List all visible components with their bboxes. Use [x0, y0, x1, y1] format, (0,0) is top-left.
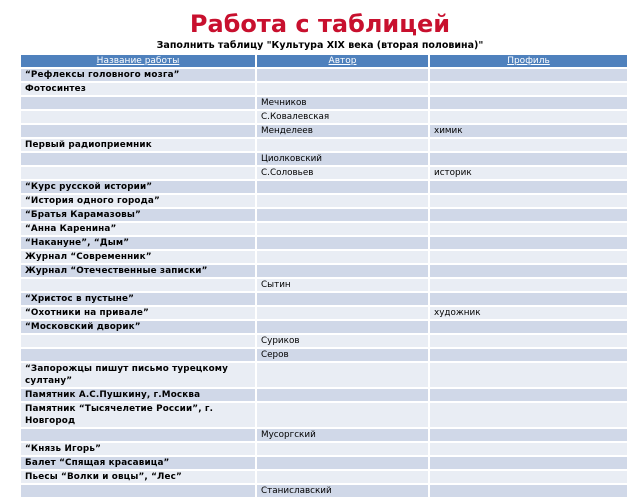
cell-work-title[interactable]: Балет “Спящая красавица”	[20, 456, 256, 470]
cell-work-title[interactable]	[20, 348, 256, 362]
cell-work-title[interactable]: “Князь Игорь”	[20, 442, 256, 456]
cell-author[interactable]	[256, 362, 429, 388]
cell-profile[interactable]	[429, 250, 628, 264]
cell-profile[interactable]: художник	[429, 306, 628, 320]
cell-profile[interactable]	[429, 68, 628, 82]
cell-profile[interactable]: химик	[429, 124, 628, 138]
table-body	[20, 68, 628, 498]
cell-author[interactable]	[256, 82, 429, 96]
table-row	[20, 470, 628, 484]
culture-table-container	[20, 54, 628, 498]
cell-profile[interactable]	[429, 96, 628, 110]
cell-profile[interactable]	[429, 428, 628, 442]
cell-author[interactable]: Мечников	[256, 96, 429, 110]
cell-author[interactable]	[256, 456, 429, 470]
cell-work-title[interactable]: “Московский дворик”	[20, 320, 256, 334]
cell-work-title[interactable]	[20, 110, 256, 124]
cell-profile[interactable]	[429, 138, 628, 152]
table-row	[20, 96, 628, 110]
table-row	[20, 208, 628, 222]
cell-author[interactable]	[256, 68, 429, 82]
table-row	[20, 334, 628, 348]
cell-profile[interactable]	[429, 110, 628, 124]
cell-profile[interactable]	[429, 484, 628, 498]
cell-author[interactable]	[256, 264, 429, 278]
header-work-title: Название работы	[20, 54, 256, 68]
cell-author[interactable]	[256, 306, 429, 320]
cell-author[interactable]: Менделеев	[256, 124, 429, 138]
cell-author[interactable]	[256, 292, 429, 306]
table-row	[20, 388, 628, 402]
cell-work-title[interactable]: Журнал “Современник”	[20, 250, 256, 264]
cell-work-title[interactable]: Памятник А.С.Пушкину, г.Москва	[20, 388, 256, 402]
table-row	[20, 306, 628, 320]
cell-author[interactable]	[256, 180, 429, 194]
table-row	[20, 110, 628, 124]
cell-profile[interactable]	[429, 208, 628, 222]
table-row	[20, 236, 628, 250]
cell-work-title[interactable]: “Накануне”, “Дым”	[20, 236, 256, 250]
cell-work-title[interactable]: “Анна Каренина”	[20, 222, 256, 236]
cell-author[interactable]	[256, 250, 429, 264]
table-header-row	[20, 54, 628, 68]
cell-profile[interactable]	[429, 222, 628, 236]
cell-profile[interactable]	[429, 334, 628, 348]
cell-profile[interactable]	[429, 470, 628, 484]
cell-work-title[interactable]: “Запорожцы пишут письмо турецкому султану”	[20, 362, 256, 388]
cell-author[interactable]: С.Ковалевская	[256, 110, 429, 124]
table-row	[20, 222, 628, 236]
cell-profile[interactable]	[429, 456, 628, 470]
cell-profile[interactable]	[429, 82, 628, 96]
cell-work-title[interactable]: “Братья Карамазовы”	[20, 208, 256, 222]
table-row	[20, 124, 628, 138]
table-row	[20, 194, 628, 208]
cell-profile[interactable]	[429, 388, 628, 402]
culture-table	[20, 54, 628, 498]
cell-author[interactable]	[256, 320, 429, 334]
table-row	[20, 278, 628, 292]
cell-author[interactable]	[256, 388, 429, 402]
cell-work-title[interactable]: “Курс русской истории”	[20, 180, 256, 194]
cell-work-title[interactable]	[20, 96, 256, 110]
cell-work-title[interactable]	[20, 152, 256, 166]
table-row	[20, 166, 628, 180]
table-row	[20, 456, 628, 470]
cell-profile[interactable]	[429, 320, 628, 334]
cell-work-title[interactable]: Памятник “Тысячелетие России”, г. Новгород	[20, 402, 256, 428]
cell-profile[interactable]	[429, 278, 628, 292]
cell-author[interactable]: Мусоргский	[256, 428, 429, 442]
table-row	[20, 442, 628, 456]
cell-work-title[interactable]: Фотосинтез	[20, 82, 256, 96]
cell-work-title[interactable]: “Христос в пустыне”	[20, 292, 256, 306]
cell-work-title[interactable]	[20, 166, 256, 180]
cell-author[interactable]: Серов	[256, 348, 429, 362]
table-header	[20, 54, 628, 68]
cell-work-title[interactable]: “Охотники на привале”	[20, 306, 256, 320]
cell-author[interactable]	[256, 138, 429, 152]
table-row	[20, 362, 628, 388]
cell-profile[interactable]	[429, 442, 628, 456]
header-profile: Профиль	[429, 54, 628, 68]
cell-profile[interactable]	[429, 348, 628, 362]
cell-profile[interactable]	[429, 194, 628, 208]
cell-author[interactable]	[256, 236, 429, 250]
cell-work-title[interactable]: Журнал “Отечественные записки”	[20, 264, 256, 278]
cell-author[interactable]	[256, 194, 429, 208]
table-row	[20, 402, 628, 428]
cell-profile[interactable]	[429, 264, 628, 278]
header-author: Автор	[256, 54, 429, 68]
cell-author[interactable]	[256, 442, 429, 456]
cell-profile[interactable]	[429, 402, 628, 428]
cell-author[interactable]: С.Соловьев	[256, 166, 429, 180]
cell-author[interactable]: Станиславский	[256, 484, 429, 498]
cell-profile[interactable]	[429, 152, 628, 166]
cell-work-title[interactable]	[20, 124, 256, 138]
cell-author[interactable]	[256, 222, 429, 236]
cell-work-title[interactable]: Пьесы “Волки и овцы”, “Лес”	[20, 470, 256, 484]
table-row	[20, 320, 628, 334]
table-row	[20, 68, 628, 82]
cell-work-title[interactable]	[20, 334, 256, 348]
cell-author[interactable]	[256, 470, 429, 484]
cell-work-title[interactable]: “Рефлексы головного мозга”	[20, 68, 256, 82]
cell-profile[interactable]	[429, 180, 628, 194]
table-row	[20, 484, 628, 498]
table-row	[20, 428, 628, 442]
table-row	[20, 250, 628, 264]
page-subtitle: Заполнить таблицу "Культура XIX века (вторая половина)"	[156, 40, 484, 51]
cell-profile[interactable]	[429, 362, 628, 388]
cell-author[interactable]	[256, 208, 429, 222]
cell-work-title[interactable]	[20, 428, 256, 442]
cell-profile[interactable]	[429, 292, 628, 306]
cell-author[interactable]: Суриков	[256, 334, 429, 348]
cell-profile[interactable]: историк	[429, 166, 628, 180]
table-row	[20, 292, 628, 306]
table-row	[20, 152, 628, 166]
cell-author[interactable]: Сытин	[256, 278, 429, 292]
cell-work-title[interactable]: “История одного города”	[20, 194, 256, 208]
cell-author[interactable]: Циолковский	[256, 152, 429, 166]
cell-work-title[interactable]	[20, 484, 256, 498]
cell-profile[interactable]	[429, 236, 628, 250]
table-row	[20, 348, 628, 362]
table-row	[20, 180, 628, 194]
table-row	[20, 264, 628, 278]
cell-author[interactable]	[256, 402, 429, 428]
cell-work-title[interactable]: Первый радиоприемник	[20, 138, 256, 152]
table-row	[20, 138, 628, 152]
table-row	[20, 82, 628, 96]
cell-work-title[interactable]	[20, 278, 256, 292]
page-title: Работа с таблицей	[189, 10, 451, 38]
